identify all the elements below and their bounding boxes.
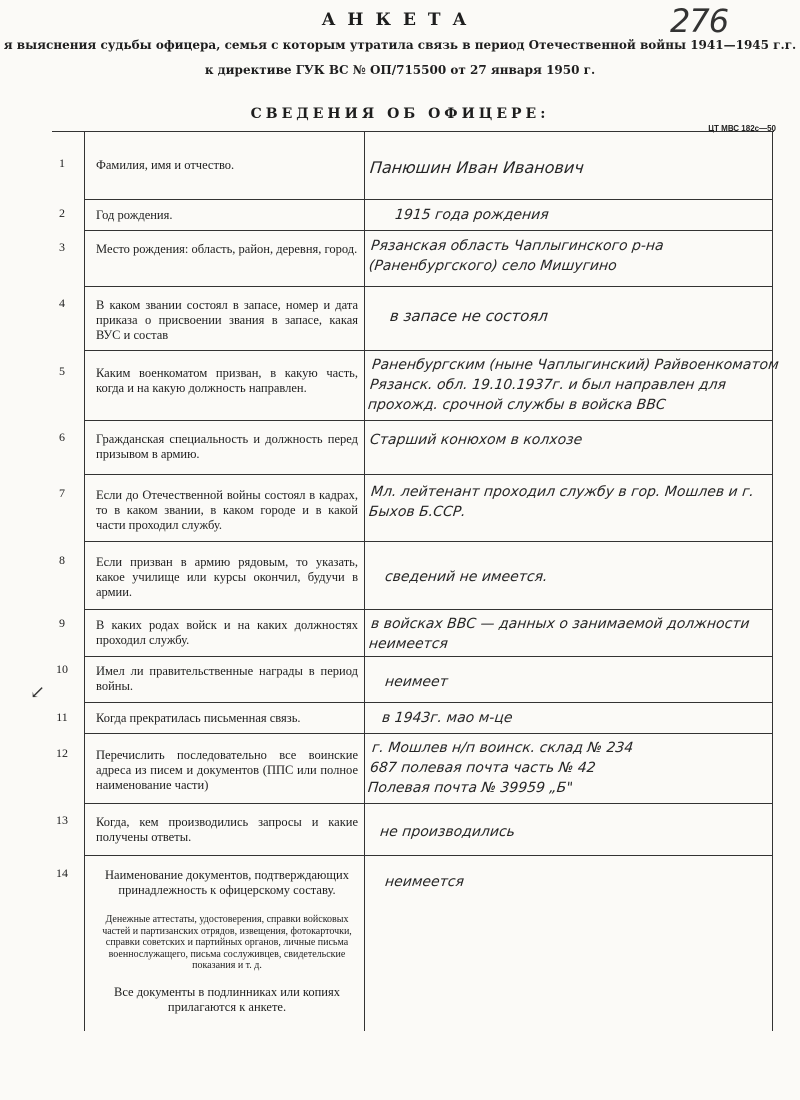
row-number: 11 [56, 710, 68, 724]
row-number: 7 [59, 486, 65, 500]
row-divider [84, 199, 772, 200]
question-inquiries: Когда, кем производились запросы и какие получены ответы. [96, 815, 358, 844]
answer-military-addresses: г. Мошлев н/п воинск. склад № 234 687 полевая почта часть № 42 Полевая почта № 39959 „Б" [367, 740, 635, 796]
section-title: СВЕДЕНИЯ ОБ ОФИЦЕРЕ: [250, 106, 550, 122]
row-divider [84, 656, 772, 657]
row-number: 13 [56, 813, 68, 827]
row-number: 3 [59, 240, 65, 254]
row-number: 6 [59, 430, 65, 444]
answer-officer-documents: неимеется [384, 874, 465, 890]
margin-arrow-mark: ↙ [30, 682, 46, 703]
question-civil-profession: Гражданская специальность и должность перед призывом в армию. [96, 432, 358, 461]
question-last-contact: Когда прекратилась письменная связь. [96, 711, 301, 725]
row-number: 14 [56, 866, 68, 880]
answer-last-contact: в 1943г. мао м-це [381, 710, 514, 726]
question-prewar-service: Если до Отечественной войны состоял в кадрах, то в каком звании, в каком городе и в какой части проходил службу. [96, 488, 358, 532]
column-divider-middle [364, 131, 365, 1031]
directive-reference: к директиве ГУК ВС № ОП/715500 от 27 января 1950 г. [204, 63, 596, 77]
form-title: АНКЕТА [321, 10, 479, 30]
row-number: 4 [59, 296, 65, 310]
row-divider [84, 420, 772, 421]
question-birth-year: Год рождения. [96, 208, 173, 222]
answer-awards: неимеет [384, 674, 449, 690]
form-subtitle: я выяснения судьбы офицера, семья с которым утратила связь в период Отечественной войны 1941—1945 г.г. [3, 38, 797, 52]
answer-civil-profession: Старший конюхом в колхозе [369, 432, 584, 448]
answer-reserve-rank: в запасе не состоял [389, 307, 549, 325]
row-divider [84, 733, 772, 734]
answer-inquiries: не производились [379, 824, 516, 840]
answer-birthplace: Рязанская область Чаплыгинского р-на (Раненбургского) село Мишугино [368, 238, 665, 274]
answer-service-branch: в войсках ВВС — данных о занимаемой должности неимеется [368, 616, 751, 652]
row-divider [84, 702, 772, 703]
officer-documents-note: Денежные аттестаты, удостоверения, справки войсковых частей и партизанских отрядов, извещения, фотокарточки, справки советских и партийных органов, личные письма военнослужащего, письма сослуживцев, свидетельские показания и т. д. [102, 914, 352, 971]
question-awards: Имел ли правительственные награды в период войны. [96, 664, 358, 693]
question-military-school: Если призван в армию рядовым, то указать, какое училище или курсы окончил, будучи в армии. [96, 555, 358, 599]
row-divider [84, 855, 772, 856]
question-service-branch: В каких родах войск и на каких должностях проходил службу. [96, 618, 358, 647]
question-full-name: Фамилия, имя и отчество. [96, 158, 235, 172]
row-number: 9 [59, 616, 65, 630]
row-number: 1 [59, 156, 65, 170]
answer-birth-year: 1915 года рождения [394, 207, 550, 223]
question-officer-documents: Наименование документов, подтверждающих принадлежность к офицерскому составу. [105, 868, 349, 897]
archive-stamp-number: 276 [670, 2, 729, 40]
row-number: 10 [56, 662, 68, 676]
row-divider [84, 474, 772, 475]
question-draft-office: Каким военкоматом призван, в какую часть, когда и на какую должность направлен. [96, 366, 358, 395]
row-divider [84, 286, 772, 287]
row-number: 2 [59, 206, 65, 220]
officer-documents-footer: Все документы в подлинниках или копиях прилагаются к анкете. [113, 985, 340, 1014]
form-code: ЦТ МВС 182с—50 [708, 124, 776, 133]
question-military-addresses: Перечислить последовательно все воинские адреса из писем и документов (ППС или полное наименование части) [96, 748, 358, 792]
table-top-border [52, 131, 774, 132]
row-number: 8 [59, 553, 65, 567]
question-birthplace: Место рождения: область, район, деревня, город. [96, 242, 358, 256]
question-reserve-rank: В каком звании состоял в запасе, номер и дата приказа о присвоении звания в запасе, какая ВУС и состав [96, 298, 358, 342]
row-number: 5 [59, 364, 65, 378]
answer-prewar-service: Мл. лейтенант проходил службу в гор. Мошлев и г. Быхов Б.ССР. [368, 484, 755, 520]
row-divider [84, 609, 772, 610]
row-number: 12 [56, 746, 68, 760]
row-divider [84, 541, 772, 542]
answer-full-name: Панюшин Иван Иванович [369, 158, 585, 177]
row-divider [84, 803, 772, 804]
answer-draft-office: Раненбургским (ныне Чаплыгинский) Райвоенкоматом Рязанск. обл. 19.10.1937г. и был направлен для прохожд. срочной службы в войска ВВС [367, 357, 780, 413]
answer-military-school: сведений не имеется. [384, 569, 549, 585]
row-divider [84, 350, 772, 351]
column-divider-left [84, 131, 85, 1031]
row-divider [84, 230, 772, 231]
